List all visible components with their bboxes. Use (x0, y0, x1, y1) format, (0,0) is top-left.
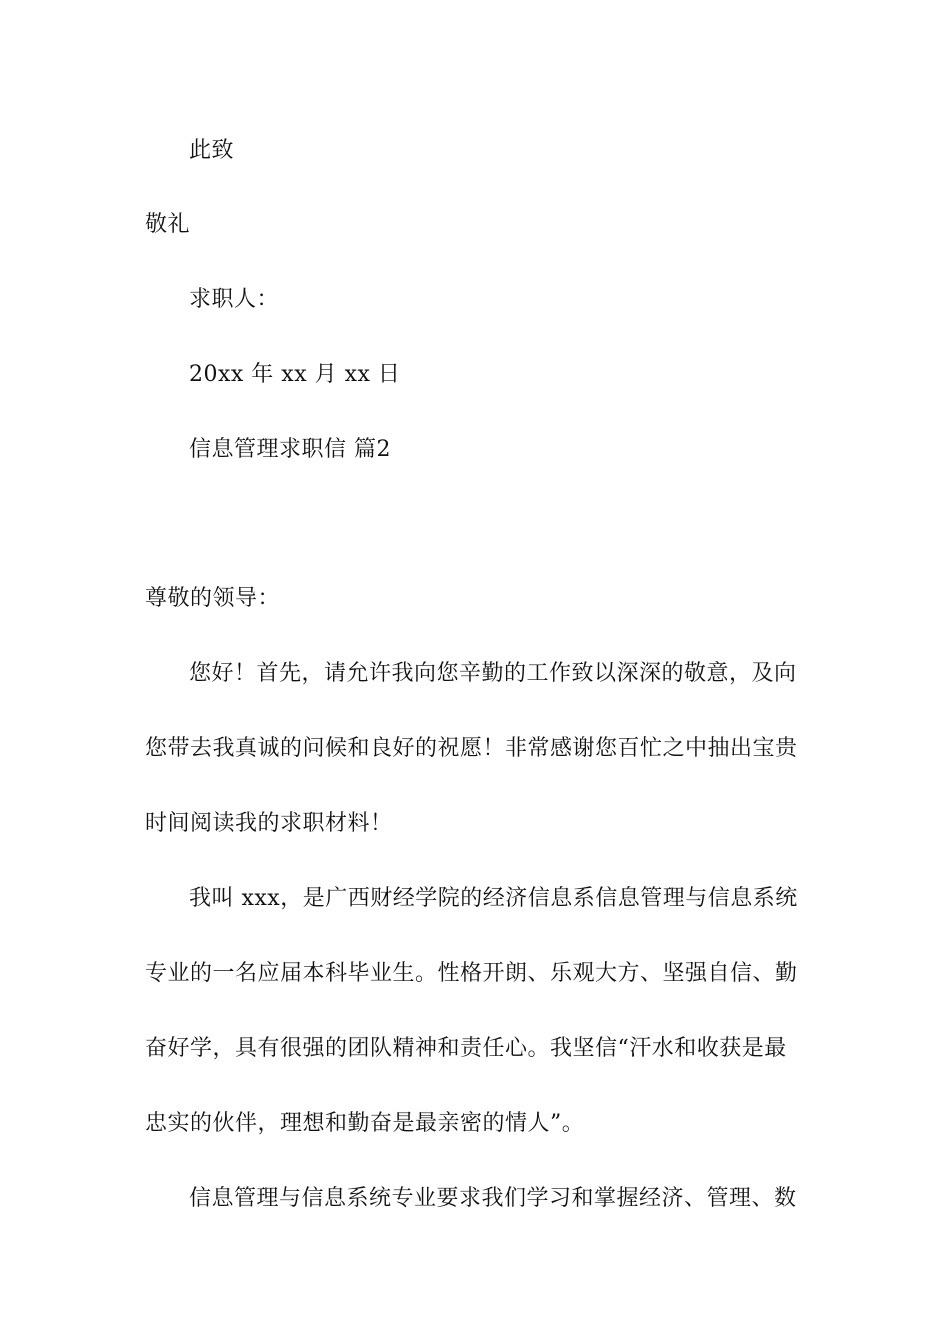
letter-date: 20xx 年 xx 月 xx 日 (189, 362, 401, 387)
closing-ci-zhi: 此致 (189, 138, 235, 163)
applicant-label: 求职人： (189, 287, 280, 312)
paragraph-1-line-2: 您带去我真诚的问候和良好的祝愿！非常感谢您百忙之中抽出宝贵 (145, 736, 798, 761)
paragraph-1-line-1: 您好！首先，请允许我向您辛勤的工作致以深深的敬意，及向 (189, 661, 797, 686)
section-title: 信息管理求职信 篇2 (189, 437, 391, 462)
closing-jing-li: 敬礼 (145, 212, 191, 237)
paragraph-2-line-2: 专业的一名应届本科毕业生。性格开朗、乐观大方、坚强自信、勤 (145, 961, 798, 986)
paragraph-2-line-4: 忠实的伙伴，理想和勤奋是最亲密的情人”。 (145, 1111, 585, 1136)
paragraph-2-line-1: 我叫 xxx，是广西财经学院的经济信息系信息管理与信息系统 (189, 886, 798, 911)
paragraph-2-line-3: 奋好学，具有很强的团队精神和责任心。我坚信“汗水和收获是最 (145, 1036, 787, 1061)
salutation: 尊敬的领导： (145, 586, 281, 611)
paragraph-1-line-3: 时间阅读我的求职材料！ (145, 811, 393, 836)
paragraph-3-line-1: 信息管理与信息系统专业要求我们学习和掌握经济、管理、数 (189, 1186, 797, 1211)
